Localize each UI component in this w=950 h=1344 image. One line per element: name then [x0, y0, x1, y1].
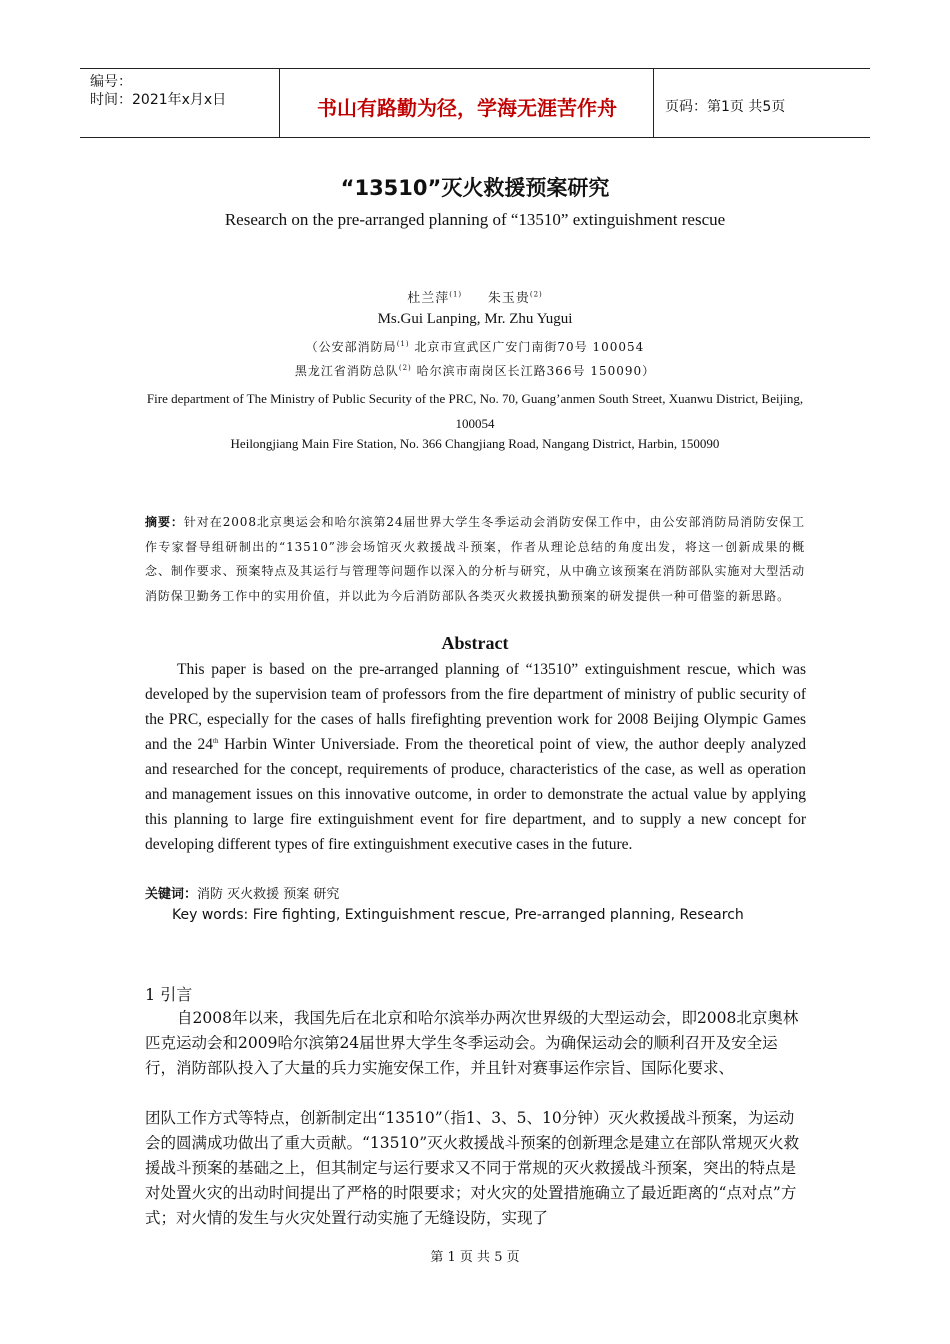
author-1-sup: (1)	[449, 290, 463, 299]
page-footer: 第 1 页 共 5 页	[430, 1250, 520, 1265]
keywords-cn	[145, 883, 339, 902]
paper-subtitle: Research on the pre-arranged planning of “13510” extinguishment rescue	[224, 210, 726, 229]
header-table	[80, 68, 870, 138]
affiliation-cn-1: （公安部消防局$^{(1)}$ 北京市宣武区广安门南街70号 100054	[305, 340, 645, 354]
paper-title: “13510”灭火救援预案研究	[340, 176, 610, 200]
body-paragraph-2: 团队工作方式等特点，创新制定出“13510”（指1、3、5、10分钟）灭火救援战斗预案，为运动会的圆满成功做出了重大贡献。“13510”灭火救援战斗预案的创新理念是建立在部队常规灭火救援战斗预案的基础之上，但其制定与运行要求又不同于常规的灭火救援战斗预案，突出的特点是对处置火灾的出动时间提出了严格的时限要求；对火灾的处置措施确立了最近距离的“点对点”方式；对火情的发生与火灾处置行动实施了无缝设防，实现了	[145, 1109, 800, 1227]
abstract-en: This paper is based on the pre-arranged planning of “13510” extinguishment rescue, which was developed by the supervision team of professors from the fire department of ministry of public security of the PRC, especially for the cases of halls firefighting prevention work for 2008 Beijing Olympic Games and the 24th Harbin Winter Universiade. From the theoretical point of view, the author deeply analyzed and researched for the concept, requirements of produce, characteristics of the case, as well as operation and management issues on this innovative outcome, in order to demonstrate the actual value by applying this planning to large fire extinguishment event for fire department, and to supply a new concept for developing different types of fire extinguishment executive cases in the future.	[145, 661, 806, 853]
abstract-en-heading: Abstract	[441, 633, 509, 653]
header-page-label: 页码：第1页 共5页	[665, 99, 786, 115]
header-meta	[80, 69, 280, 137]
abstract-cn-text: 针对在2008北京奥运会和哈尔滨第24届世界大学生冬季运动会消防安保工作中，由公安部消防局消防安保工作专家督导组研制出的“13510”涉会场馆灭火救援战斗预案，作者从理论总结的角度出发，将这一创新成果的概念、制作要求、预案特点及其运行与管理等问题作以深入的分析与研究，从中确立该预案在消防部队实施对大型活动消防保卫勤务工作中的实用价值，并以此为今后消防部队各类灭火救援执勤预案的研发提供一种可借鉴的新思路。	[145, 515, 806, 603]
affiliation-en-2: Heilongjiang Main Fire Station, No. 366 Changjiang Road, Nangang District, Harbin, 150090	[230, 436, 720, 451]
keywords-text: 消防 灭火救援 预案 研究	[197, 887, 340, 902]
author-1: 杜兰萍	[407, 291, 450, 306]
affiliation-cn-2: 黑龙江省消防总队$^{(2)}$ 哈尔滨市南岗区长江路366号 150090）	[294, 364, 656, 378]
affiliation-en-1: Fire department of The Ministry of Public Security of the PRC, No. 70, Guang’anmen South Street, Xuanwu District, Beijing, 100054	[146, 391, 804, 431]
header-motto: 书山有路勤为径，学海无涯苦作舟	[281, 69, 654, 137]
authors-en: Ms.Gui Lanping, Mr. Zhu Yugui	[377, 311, 573, 327]
keywords-label: 关键词：	[145, 887, 198, 902]
authors-cn	[0, 287, 950, 306]
section-heading: 1 引言	[145, 985, 193, 1004]
abstract-cn-label: 摘要：	[145, 515, 184, 529]
time-label: 时间：2021年x月x日	[90, 92, 227, 108]
body-paragraph-1: 自2008年以来，我国先后在北京和哈尔滨举办两次世界级的大型运动会，即2008北京奥林匹克运动会和2009哈尔滨第24届世界大学生冬季运动会。为确保运动会的顺利召开及安全运行，消防部队投入了大量的兵力实施安保工作，并且针对赛事运作宗旨、国际化要求、	[145, 1009, 799, 1077]
author-2: 朱玉贵	[487, 291, 530, 306]
author-2-sup: (2)	[529, 290, 543, 299]
abstract-cn	[145, 510, 805, 608]
keywords-en: Key words: Fire fighting, Extinguishment rescue, Pre-arranged planning, Research	[172, 907, 744, 923]
number-label: 编号：	[90, 74, 132, 90]
